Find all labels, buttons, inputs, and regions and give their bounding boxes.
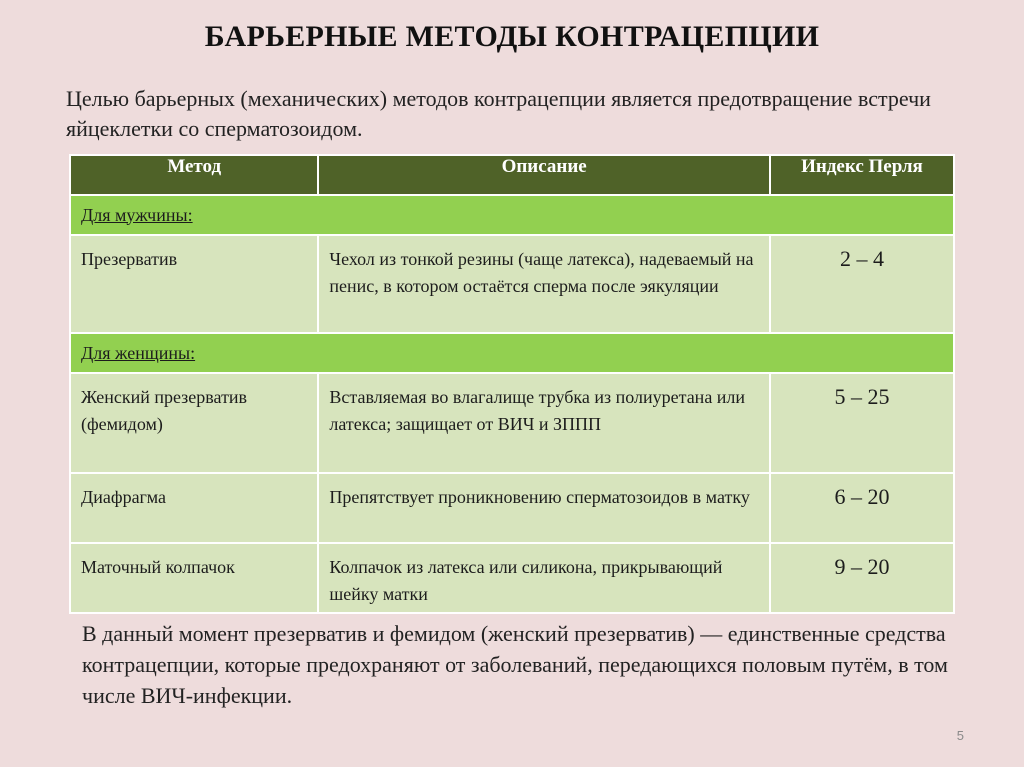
group-row-men [70,195,954,235]
method-cell: Маточный колпачок [70,543,318,613]
description-cell: Колпачок из латекса или силикона, прикрывающий шейку матки [318,543,769,613]
group-row-women [70,333,954,373]
contraception-methods-table [69,154,955,614]
description-cell: Вставляемая во влагалище трубка из полиуретана или латекса; защищает от ВИЧ и ЗППП [318,373,769,473]
pearl-index-cell: 5 – 25 [770,373,954,473]
header-method: Метод [70,155,318,195]
table-row [70,235,954,333]
method-cell: Диафрагма [70,473,318,543]
group-label-men: Для мужчины: [81,204,193,225]
method-cell: Женский презерватив (фемидом) [70,373,318,473]
method-cell: Презерватив [70,235,318,333]
intro-text: Целью барьерных (механических) методов контрацепции является предотвращение встречи яйцеклетки со сперматозоидом. [66,86,931,141]
table-row [70,543,954,613]
header-description: Описание [318,155,769,195]
table-row [70,473,954,543]
description-cell: Чехол из тонкой резины (чаще латекса), надеваемый на пенис, в котором остаётся сперма после эякуляции [318,235,769,333]
pearl-index-cell: 2 – 4 [770,235,954,333]
description-cell: Препятствует проникновению сперматозоидов в матку [318,473,769,543]
table-header-row [70,155,954,195]
slide-title: БАРЬЕРНЫЕ МЕТОДЫ КОНТРАЦЕПЦИИ [204,20,820,53]
pearl-index-cell: 6 – 20 [770,473,954,543]
pearl-index-cell: 9 – 20 [770,543,954,613]
group-label-women: Для женщины: [81,342,196,363]
header-pearl-index: Индекс Перля [770,155,954,195]
conclusion-text: В данный момент презерватив и фемидом (женский презерватив) — единственные средства контрацепции, которые предохраняют от заболеваний, передающихся половым путём, в том числе ВИЧ-инфекции. [82,621,948,708]
page-number: 5 [956,728,964,743]
table-row [70,373,954,473]
